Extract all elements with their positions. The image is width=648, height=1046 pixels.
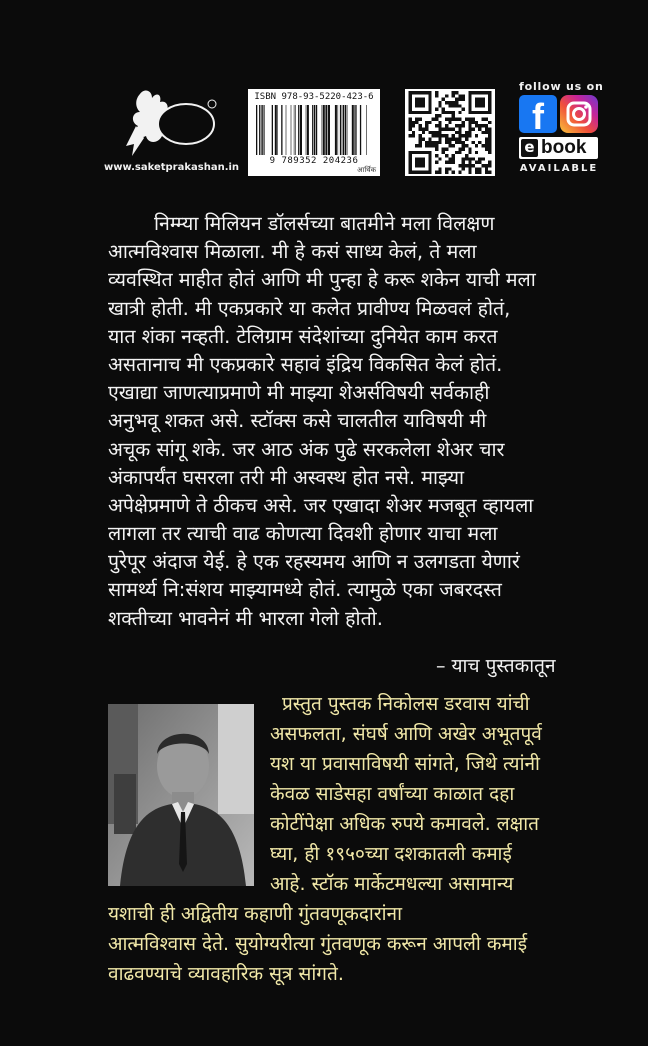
description-line: यशाची ही अद्वितीय कहाणी गुंतवणूकदारांना [108,903,402,925]
excerpt-line: यात शंका नव्हती. टेलिग्राम संदेशांच्या दुनियेत काम करत [108,324,498,348]
isbn-barcode [248,89,380,176]
excerpt-line: अनुभवू शकत असे. स्टॉक्स कसे चालतील याविषयी मी [108,409,487,433]
excerpt-line: असतानाच मी एकप्रकारे सहावं इंद्रिय विकसित केलं होतं. [108,352,503,376]
excerpt-line: अपेक्षेप्रमाणे ते ठीकच असे. जर एखादा शेअर मजबूत व्हायला [108,493,534,517]
excerpt-line: सामर्थ्य नि:संशय माझ्यामध्ये होतं. त्यामुळे एका जबरदस्त [108,578,502,602]
excerpt-line: अचूक सांगू शके. जर आठ अंक पुढे सरकलेला शेअर चार [108,437,505,461]
barcode-bars [254,105,374,155]
book-excerpt [108,210,598,633]
facebook-icon: f [519,95,557,133]
excerpt-line: आत्मविश्वास मिळाला. मी हे कसं साध्य केलं, ते मला [108,240,477,264]
description-line: आत्मविश्वास देते. सुयोग्यरीत्या गुंतवणूक करून आपली कमाई [108,933,528,955]
available-text: AVAILABLE [519,163,599,174]
ebook-label: book [541,137,587,158]
qr-code [405,89,495,176]
rabbit-logo-icon [122,86,222,160]
description-line: प्रस्तुत पुस्तक निकोलस डरवास यांची [282,693,530,715]
excerpt-line: शक्तीच्या भावनेनं मी भारला गेलो होतो. [108,606,383,630]
description-line: आहे. स्टॉक मार्केटमधल्या असामान्य [270,873,514,895]
excerpt-line: व्यवस्थित माहीत होतं आणि मी पुन्हा हे करू शकेन याची मला [108,268,536,292]
ebook-badge [519,137,598,159]
excerpt-line: अंकापर्यंत घसरला तरी मी अस्वस्थ होत नसे. माझ्या [108,465,465,489]
author-photo [108,704,254,886]
qr-code-icon [408,91,492,174]
description-line: केवळ साडेसहा वर्षांच्या काळात दहा [270,783,515,805]
category-label: आर्थिक [357,166,376,174]
excerpt-line: पुरेपूर अंदाज येई. हे एक रहस्यमय आणि न उलगडता येणारं [108,550,520,574]
excerpt-line: निम्म्या मिलियन डॉलर्सच्या बातमीने मला विलक्षण [154,212,495,235]
excerpt-line: एखाद्या जाणत्याप्रमाणे मी माझ्या शेअर्सविषयी सर्वकाही [108,381,490,405]
ebook-e-icon: e [521,139,538,157]
isbn-text: ISBN 978-93-5220-423-6 [254,92,374,102]
excerpt-line: लागला तर त्याची वाढ कोणत्या दिवशी होणार याचा मला [108,522,498,546]
excerpt-line: खात्री होती. मी एकप्रकारे या कलेत प्रावीण्य मिळवलं होतं, [108,296,511,320]
description-line: असफलता, संघर्ष आणि अखेर अभूतपूर्व [270,723,542,745]
barcode-number: 9 789352 204236 [269,156,359,166]
description-line: वाढवण्याचे व्यावहारिक सूत्र सांगते. [108,963,344,985]
follow-us-text: follow us on [519,80,604,93]
description-line: यश या प्रवासाविषयी सांगते, जिथे त्यांनी [270,753,540,775]
description-line: कोटींपेक्षा अधिक रुपये कमावले. लक्षात [270,813,540,835]
instagram-icon [560,95,598,133]
publisher-website: www.saketprakashan.in [104,162,240,173]
description-line: घ्या, ही १९५०च्या दशकातली कमाई [270,843,512,865]
excerpt-source: – याच पुस्तकातून [436,655,556,677]
publisher-logo [104,86,264,178]
